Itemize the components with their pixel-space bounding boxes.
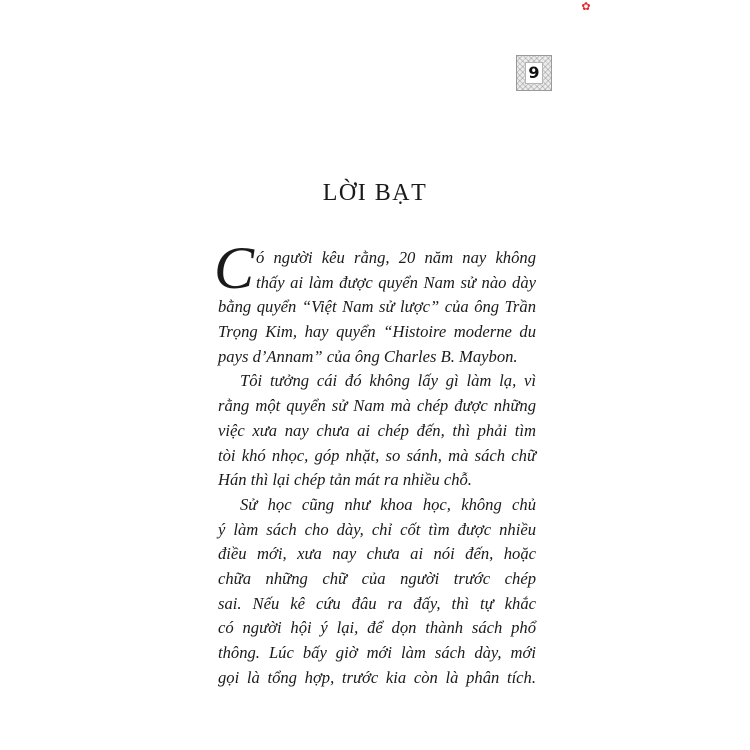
text-line: rằng một quyển sử Nam mà chép được những <box>218 396 536 416</box>
text-line: thấy ai làm được quyển Nam sử nào dày <box>256 272 536 292</box>
page-number-badge <box>516 55 552 91</box>
text-line: Hán thì lại chép tản mát ra nhiều chỗ. <box>218 470 472 490</box>
text-line: ý làm sách cho dày, chỉ cốt tìm được nhiều <box>218 519 536 539</box>
text-line: ó người kêu rằng, 20 năm nay không <box>256 248 536 267</box>
drop-cap: C <box>214 235 255 301</box>
text-line: thông. Lúc bấy giờ mới làm sách dày, mới <box>218 643 536 662</box>
chapter-title: LỜI BẠT <box>322 180 428 206</box>
text-line: Tôi tưởng cái đó không lấy gì làm lạ, vì <box>240 371 536 391</box>
text-line: bằng quyển “Việt Nam sử lược” của ông Trần <box>218 297 536 317</box>
text-line: Sử học cũng như khoa học, không chủ <box>240 494 536 514</box>
body-text <box>218 246 536 690</box>
text-line: việc xưa nay chưa ai chép đến, thì phải tìm <box>218 420 536 440</box>
page-number-frame <box>525 62 543 84</box>
text-line: có người hội ý lại, để dọn thành sách phổ <box>218 618 536 638</box>
text-line: tòi khó nhọc, góp nhặt, so sánh, mà sách chữ <box>218 445 536 465</box>
flower-icon: ✿ <box>581 0 591 13</box>
text-line: sai. Nếu kê cứu đâu ra đấy, thì tự khắc <box>218 593 536 613</box>
text-line: điều mới, xưa nay chưa ai nói đến, hoặc <box>218 544 536 564</box>
text-line: chữa những chữ của người trước chép <box>218 568 536 588</box>
text-line: pays d’Annam” của ông Charles B. Maybon. <box>218 346 518 366</box>
page-number: 9 <box>528 63 540 82</box>
text-line: Trọng Kim, hay quyển “Histoire moderne du <box>218 322 536 342</box>
text-line: gọi là tổng hợp, trước kia còn là phân tích. <box>218 667 536 687</box>
